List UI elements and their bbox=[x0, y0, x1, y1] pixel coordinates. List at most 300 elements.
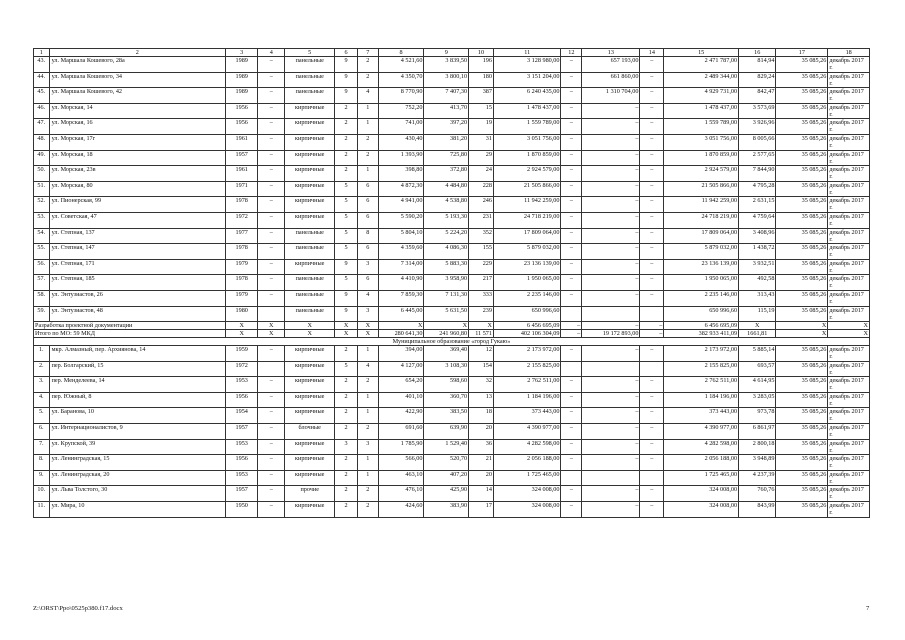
table-cell: – bbox=[582, 408, 640, 424]
table-cell: Х bbox=[357, 322, 378, 330]
table-cell: 352 bbox=[469, 228, 494, 244]
table-cell: 1978 bbox=[226, 244, 258, 260]
table-cell: 35 085,26 bbox=[776, 424, 828, 440]
table-cell: 1950 bbox=[226, 502, 258, 518]
table-cell: 1 725 465,00 bbox=[664, 470, 739, 486]
table-cell: декабрь 2017 г. bbox=[828, 502, 870, 518]
table-cell: 7 859,30 bbox=[378, 290, 424, 306]
table-cell: 1 559 789,00 bbox=[664, 119, 739, 135]
table-cell: 35 085,26 bbox=[776, 72, 828, 88]
table-cell: 752,20 bbox=[378, 103, 424, 119]
table-cell: 35 085,26 bbox=[776, 455, 828, 471]
table-row bbox=[34, 439, 870, 455]
table-cell: – bbox=[258, 181, 285, 197]
table-cell: – bbox=[640, 322, 664, 330]
table-cell: прочие bbox=[285, 486, 335, 502]
table-cell: – bbox=[640, 330, 664, 338]
table-cell: – bbox=[561, 377, 582, 393]
table-cell: ул. Льва Толстого, 30 bbox=[49, 486, 226, 502]
table-cell: кирпичные bbox=[285, 166, 335, 182]
table-cell: – bbox=[582, 439, 640, 455]
table-cell: – bbox=[561, 150, 582, 166]
table-cell: 1972 bbox=[226, 212, 258, 228]
table-cell: мкр. Алмазный, пер. Архиянова, 14 bbox=[49, 346, 226, 362]
table-cell: 1 bbox=[357, 119, 378, 135]
table-cell: 2 bbox=[335, 392, 358, 408]
table-cell: 35 085,26 bbox=[776, 470, 828, 486]
table-cell: 3 bbox=[226, 49, 258, 57]
table-cell: 1977 bbox=[226, 228, 258, 244]
table-cell: 5 bbox=[335, 197, 358, 213]
table-cell: кирпичные bbox=[285, 119, 335, 135]
table-cell: 360,70 bbox=[424, 392, 469, 408]
table-cell: 1972 bbox=[226, 361, 258, 377]
table-cell: 2 bbox=[357, 150, 378, 166]
table-cell: 4 350,70 bbox=[378, 72, 424, 88]
table-cell: 6 bbox=[357, 244, 378, 260]
table-cell: панельные bbox=[285, 244, 335, 260]
table-cell: 1 393,90 bbox=[378, 150, 424, 166]
table-cell: 14 bbox=[469, 486, 494, 502]
table-cell: 6 bbox=[335, 49, 358, 57]
table-cell bbox=[582, 470, 640, 486]
table-cell: 2 762 511,00 bbox=[664, 377, 739, 393]
table-cell: 1 bbox=[357, 408, 378, 424]
table-cell: 2 bbox=[335, 486, 358, 502]
table-cell: Х bbox=[258, 330, 285, 338]
table-cell: – bbox=[640, 119, 664, 135]
table-cell: – bbox=[258, 275, 285, 291]
table-cell: 6 bbox=[357, 181, 378, 197]
table-row bbox=[34, 197, 870, 213]
table-cell: 1979 bbox=[226, 259, 258, 275]
section-title: Муниципальное образование «город Гукаю» bbox=[34, 338, 870, 346]
table-cell: 476,10 bbox=[378, 486, 424, 502]
table-cell: 3 bbox=[357, 439, 378, 455]
table-cell: – bbox=[258, 470, 285, 486]
table-cell: Х bbox=[285, 330, 335, 338]
table-cell: 4 538,80 bbox=[424, 197, 469, 213]
table-cell: – bbox=[258, 290, 285, 306]
table-cell: декабрь 2017 г. bbox=[828, 72, 870, 88]
table-cell: 154 bbox=[469, 361, 494, 377]
table-cell: 115,19 bbox=[739, 306, 776, 322]
table-cell: 4 795,28 bbox=[739, 181, 776, 197]
table-cell: 4 bbox=[357, 88, 378, 104]
table-cell: 407,20 bbox=[424, 470, 469, 486]
table-cell: декабрь 2017 г. bbox=[828, 346, 870, 362]
table-cell: – bbox=[561, 502, 582, 518]
table-cell: 19 172 893,00 bbox=[582, 330, 640, 338]
table-cell: 5 bbox=[335, 275, 358, 291]
table-cell: кирпичные bbox=[285, 377, 335, 393]
table-cell: 46. bbox=[34, 103, 50, 119]
table-cell: 7 bbox=[357, 49, 378, 57]
section-title-row bbox=[34, 338, 870, 346]
table-cell: 1980 bbox=[226, 306, 258, 322]
table-cell: – bbox=[561, 228, 582, 244]
table-cell: 4 bbox=[357, 361, 378, 377]
table-cell: 741,00 bbox=[378, 119, 424, 135]
table-cell: декабрь 2017 г. bbox=[828, 377, 870, 393]
table-row bbox=[34, 290, 870, 306]
table-cell: декабрь 2017 г. bbox=[828, 212, 870, 228]
table-cell: декабрь 2017 г. bbox=[828, 470, 870, 486]
table-cell: – bbox=[640, 228, 664, 244]
table-cell: 9 bbox=[335, 306, 358, 322]
table-cell: 422,90 bbox=[378, 408, 424, 424]
table-cell: – bbox=[582, 424, 640, 440]
table-cell: 45. bbox=[34, 88, 50, 104]
table-cell: 3 948,89 bbox=[739, 455, 776, 471]
table-cell: 8 005,66 bbox=[739, 134, 776, 150]
table-cell: – bbox=[561, 392, 582, 408]
table-cell: – bbox=[582, 119, 640, 135]
table-cell: 324 008,00 bbox=[493, 486, 561, 502]
table-cell: – bbox=[258, 424, 285, 440]
table-row bbox=[34, 486, 870, 502]
table-cell: 1 bbox=[357, 470, 378, 486]
table-cell: 9 bbox=[424, 49, 469, 57]
table-row bbox=[34, 103, 870, 119]
table-cell: 4 941,00 bbox=[378, 197, 424, 213]
table-cell: 324 008,00 bbox=[664, 486, 739, 502]
header-row bbox=[34, 49, 870, 57]
table-cell: ул. Интернационалистов, 9 bbox=[49, 424, 226, 440]
table-cell: 2 bbox=[335, 103, 358, 119]
table-cell: 4 127,00 bbox=[378, 361, 424, 377]
table-cell: 31 bbox=[469, 134, 494, 150]
table-cell: – bbox=[258, 392, 285, 408]
table-cell: – bbox=[258, 119, 285, 135]
table-cell: 6 861,97 bbox=[739, 424, 776, 440]
table-row bbox=[34, 134, 870, 150]
table-cell: 2 800,18 bbox=[739, 439, 776, 455]
table-cell: 2 bbox=[335, 377, 358, 393]
table-cell bbox=[640, 361, 664, 377]
table-cell: 35 085,26 bbox=[776, 88, 828, 104]
table-cell: 424,60 bbox=[378, 502, 424, 518]
table-cell: 35 085,26 bbox=[776, 181, 828, 197]
table-cell: кирпичные bbox=[285, 212, 335, 228]
table-cell: 383,90 bbox=[424, 502, 469, 518]
table-cell: – bbox=[561, 166, 582, 182]
table-cell: 324 008,00 bbox=[664, 502, 739, 518]
table-cell: 1961 bbox=[226, 134, 258, 150]
table-cell: 9 bbox=[335, 72, 358, 88]
table-cell: 35 085,26 bbox=[776, 212, 828, 228]
table-cell: 5 193,30 bbox=[424, 212, 469, 228]
table-cell: 661 860,00 bbox=[582, 72, 640, 88]
table-cell: 5 bbox=[335, 212, 358, 228]
table-cell: 654,20 bbox=[378, 377, 424, 393]
table-cell: 2 924 579,00 bbox=[664, 166, 739, 182]
table-cell: Х bbox=[226, 330, 258, 338]
table-cell: – bbox=[582, 134, 640, 150]
table-cell: ул. Крупской, 39 bbox=[49, 439, 226, 455]
table-cell: 24 bbox=[469, 166, 494, 182]
table-cell: 35 085,26 bbox=[776, 244, 828, 260]
table-cell: 1971 bbox=[226, 181, 258, 197]
table-cell: 4 521,60 bbox=[378, 57, 424, 73]
table-cell: – bbox=[582, 486, 640, 502]
table-cell: 401,10 bbox=[378, 392, 424, 408]
table-cell: 35 085,26 bbox=[776, 119, 828, 135]
table-cell: 760,76 bbox=[739, 486, 776, 502]
table-row bbox=[34, 470, 870, 486]
table-cell: 650 996,60 bbox=[664, 306, 739, 322]
table-cell: 4 bbox=[258, 49, 285, 57]
table-cell: 4 bbox=[357, 290, 378, 306]
table-cell: 1989 bbox=[226, 88, 258, 104]
table-cell: 402 106 304,09 bbox=[493, 330, 561, 338]
table-cell: 1 870 859,00 bbox=[664, 150, 739, 166]
table-row bbox=[34, 166, 870, 182]
table-cell: 373 443,00 bbox=[664, 408, 739, 424]
table-cell: 35 085,26 bbox=[776, 150, 828, 166]
table-cell: 29 bbox=[469, 150, 494, 166]
table-cell: 1 bbox=[357, 392, 378, 408]
table-cell: – bbox=[258, 486, 285, 502]
table-cell: 2 155 825,00 bbox=[493, 361, 561, 377]
table-cell: 639,90 bbox=[424, 424, 469, 440]
table-cell: 2 bbox=[335, 119, 358, 135]
table-cell: – bbox=[561, 119, 582, 135]
table-cell: 2 bbox=[335, 346, 358, 362]
table-cell: 35 085,26 bbox=[776, 197, 828, 213]
table-cell: 9 bbox=[335, 57, 358, 73]
table-cell: 6 456 695,09 bbox=[493, 322, 561, 330]
table-cell: 2 bbox=[357, 502, 378, 518]
table-cell: ул. Морская, 18 bbox=[49, 150, 226, 166]
table-cell: 35 085,26 bbox=[776, 486, 828, 502]
table-cell: кирпичные bbox=[285, 502, 335, 518]
table-cell: 228 bbox=[469, 181, 494, 197]
table-cell: 650 996,60 bbox=[493, 306, 561, 322]
table-cell: 11 942 259,00 bbox=[664, 197, 739, 213]
table-cell: 383,50 bbox=[424, 408, 469, 424]
table-row bbox=[34, 181, 870, 197]
table-cell: 5 bbox=[335, 181, 358, 197]
table-cell: 196 bbox=[469, 57, 494, 73]
table-cell: 5 bbox=[335, 228, 358, 244]
table-cell: 1956 bbox=[226, 392, 258, 408]
table-cell: 1 478 437,00 bbox=[493, 103, 561, 119]
table-cell: – bbox=[561, 181, 582, 197]
table-cell: 3 573,69 bbox=[739, 103, 776, 119]
table-cell: – bbox=[640, 259, 664, 275]
table-cell: декабрь 2017 г. bbox=[828, 119, 870, 135]
table-cell: 2 bbox=[357, 377, 378, 393]
table-cell: 53. bbox=[34, 212, 50, 228]
table-cell: 3 151 204,00 bbox=[493, 72, 561, 88]
table-cell: 1989 bbox=[226, 57, 258, 73]
table-cell: – bbox=[582, 212, 640, 228]
table-cell: 5 bbox=[335, 244, 358, 260]
table-cell: – bbox=[582, 166, 640, 182]
table-cell: 413,70 bbox=[424, 103, 469, 119]
table-cell: 1 bbox=[34, 49, 50, 57]
table-cell: кирпичные bbox=[285, 392, 335, 408]
table-cell: 842,47 bbox=[739, 88, 776, 104]
table-cell: 17 bbox=[469, 502, 494, 518]
table-cell: 425,90 bbox=[424, 486, 469, 502]
table-cell: 55. bbox=[34, 244, 50, 260]
table-cell: 35 085,26 bbox=[776, 103, 828, 119]
table-cell: – bbox=[561, 244, 582, 260]
table-cell: 35 085,26 bbox=[776, 306, 828, 322]
table-cell: – bbox=[582, 103, 640, 119]
table-cell: декабрь 2017 г. bbox=[828, 103, 870, 119]
table-cell: 4 390 977,00 bbox=[493, 424, 561, 440]
table-cell: 4 359,60 bbox=[378, 244, 424, 260]
table-cell: 239 bbox=[469, 306, 494, 322]
table-cell: 4 410,90 bbox=[378, 275, 424, 291]
table-cell: панельные bbox=[285, 72, 335, 88]
table-row bbox=[34, 119, 870, 135]
table-cell: – bbox=[561, 455, 582, 471]
table-cell: – bbox=[640, 275, 664, 291]
table-row bbox=[34, 392, 870, 408]
table-cell: 52. bbox=[34, 197, 50, 213]
table-cell: 7 407,30 bbox=[424, 88, 469, 104]
table-cell: – bbox=[561, 72, 582, 88]
table-cell: 24 718 219,00 bbox=[493, 212, 561, 228]
table-cell: ул. Баранова, 10 bbox=[49, 408, 226, 424]
table-cell: 35 085,26 bbox=[776, 408, 828, 424]
table-cell: 2 631,15 bbox=[739, 197, 776, 213]
table-row bbox=[34, 408, 870, 424]
table-cell: 35 085,26 bbox=[776, 134, 828, 150]
table-cell: – bbox=[582, 377, 640, 393]
table-cell: ул. Морская, 80 bbox=[49, 181, 226, 197]
table-cell: – bbox=[640, 486, 664, 502]
table-cell: 23 136 139,00 bbox=[664, 259, 739, 275]
table-cell: 397,20 bbox=[424, 119, 469, 135]
table-cell: 2 056 188,00 bbox=[664, 455, 739, 471]
table-cell: 229 bbox=[469, 259, 494, 275]
table-cell: кирпичные bbox=[285, 103, 335, 119]
table-cell: – bbox=[258, 88, 285, 104]
table-cell: панельные bbox=[285, 57, 335, 73]
table-cell bbox=[640, 306, 664, 322]
table-cell: декабрь 2017 г. bbox=[828, 424, 870, 440]
table-cell: – bbox=[561, 88, 582, 104]
table-cell: 2 bbox=[357, 57, 378, 73]
table-cell: – bbox=[640, 134, 664, 150]
table-cell: 1957 bbox=[226, 486, 258, 502]
table-cell: – bbox=[561, 486, 582, 502]
table-cell: 1 bbox=[357, 346, 378, 362]
table-cell: – bbox=[561, 197, 582, 213]
table-cell: 313,43 bbox=[739, 290, 776, 306]
table-cell: – bbox=[640, 72, 664, 88]
table-cell: 11. bbox=[34, 502, 50, 518]
table-cell: панельные bbox=[285, 88, 335, 104]
table-cell: кирпичные bbox=[285, 346, 335, 362]
table-cell: 48. bbox=[34, 134, 50, 150]
table-cell bbox=[258, 306, 285, 322]
table-cell: 17 809 064,00 bbox=[493, 228, 561, 244]
table-cell: декабрь 2017 г. bbox=[828, 361, 870, 377]
table-cell: Х bbox=[285, 322, 335, 330]
table-cell: 47. bbox=[34, 119, 50, 135]
table-cell: 35 085,26 bbox=[776, 57, 828, 73]
table-cell: 2 bbox=[357, 134, 378, 150]
table-cell: 280 641,30 bbox=[378, 330, 424, 338]
table-cell: 2 924 579,00 bbox=[493, 166, 561, 182]
table-cell: 598,60 bbox=[424, 377, 469, 393]
table-row bbox=[34, 424, 870, 440]
table-cell: ул. Морская, 14 bbox=[49, 103, 226, 119]
table-cell: 9 bbox=[335, 259, 358, 275]
table-cell: 6 456 695,09 bbox=[664, 322, 739, 330]
table-cell: 1 529,40 bbox=[424, 439, 469, 455]
table-cell: декабрь 2017 г. bbox=[828, 150, 870, 166]
table-cell: 394,00 bbox=[378, 346, 424, 362]
table-cell: – bbox=[258, 134, 285, 150]
table-cell: – bbox=[561, 424, 582, 440]
table-cell: ул. Ленинградская, 15 bbox=[49, 455, 226, 471]
table-cell: декабрь 2017 г. bbox=[828, 57, 870, 73]
table-cell: 2 235 146,00 bbox=[664, 290, 739, 306]
table-row bbox=[34, 228, 870, 244]
table-cell: 1 184 196,00 bbox=[664, 392, 739, 408]
table-cell: – bbox=[258, 212, 285, 228]
table-cell: 2 155 825,00 bbox=[664, 361, 739, 377]
table-cell: – bbox=[561, 134, 582, 150]
table-cell: 17 809 064,00 bbox=[664, 228, 739, 244]
table-cell: 15 bbox=[664, 49, 739, 57]
table-cell: 5 631,50 bbox=[424, 306, 469, 322]
table-cell: кирпичные bbox=[285, 181, 335, 197]
table-cell: Итого по МО: 59 МКД bbox=[34, 330, 226, 338]
table-cell: 4 759,64 bbox=[739, 212, 776, 228]
table-cell: – bbox=[258, 72, 285, 88]
table-cell: декабрь 2017 г. bbox=[828, 88, 870, 104]
table-cell bbox=[561, 361, 582, 377]
table-cell: – bbox=[258, 502, 285, 518]
table-cell: 430,40 bbox=[378, 134, 424, 150]
table-cell: декабрь 2017 г. bbox=[828, 259, 870, 275]
table-cell: 2 471 787,00 bbox=[664, 57, 739, 73]
table-cell: – bbox=[258, 103, 285, 119]
table-cell: ул. Степная, 185 bbox=[49, 275, 226, 291]
table-cell: 1953 bbox=[226, 439, 258, 455]
table-cell: Х bbox=[378, 322, 424, 330]
table-cell: декабрь 2017 г. bbox=[828, 486, 870, 502]
table-cell: 3. bbox=[34, 377, 50, 393]
table-cell: 1979 bbox=[226, 290, 258, 306]
table-cell bbox=[582, 361, 640, 377]
table-cell: кирпичные bbox=[285, 134, 335, 150]
table-cell: 4 872,30 bbox=[378, 181, 424, 197]
table-cell: 50. bbox=[34, 166, 50, 182]
page-number: 7 bbox=[866, 605, 870, 612]
table-cell: 231 bbox=[469, 212, 494, 228]
table-cell: – bbox=[582, 244, 640, 260]
table-cell: – bbox=[640, 439, 664, 455]
table-cell: ул. Морская, 17г bbox=[49, 134, 226, 150]
table-cell: 9. bbox=[34, 470, 50, 486]
table-cell: 2 bbox=[49, 49, 226, 57]
table-cell: – bbox=[258, 166, 285, 182]
table-cell: декабрь 2017 г. bbox=[828, 408, 870, 424]
table-cell: 59. bbox=[34, 306, 50, 322]
table-cell: – bbox=[582, 181, 640, 197]
table-row bbox=[34, 212, 870, 228]
table-cell: пер. Менделеева, 14 bbox=[49, 377, 226, 393]
